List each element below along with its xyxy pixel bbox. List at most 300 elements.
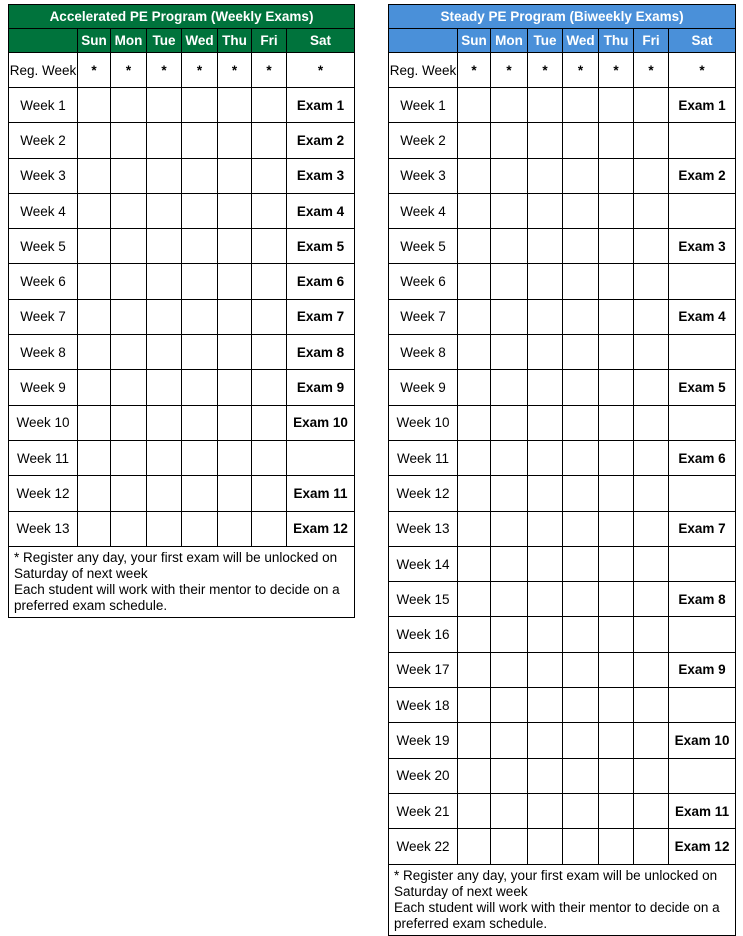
empty-day-cell	[111, 193, 147, 228]
empty-day-cell	[599, 476, 634, 511]
empty-day-cell	[458, 264, 491, 299]
exam-cell: Exam 3	[669, 229, 736, 264]
exam-cell	[669, 617, 736, 652]
empty-day-cell	[599, 758, 634, 793]
empty-day-cell	[111, 158, 147, 193]
empty-day-cell	[563, 299, 599, 334]
empty-day-cell	[111, 370, 147, 405]
exam-cell: Exam 9	[669, 652, 736, 687]
empty-day-cell	[528, 617, 563, 652]
empty-day-cell	[599, 123, 634, 158]
table-row	[389, 123, 736, 158]
empty-day-cell	[634, 476, 669, 511]
registration-mark: *	[287, 53, 355, 88]
exam-cell: Exam 5	[669, 370, 736, 405]
empty-day-cell	[634, 688, 669, 723]
empty-day-cell	[599, 229, 634, 264]
empty-day-cell	[563, 582, 599, 617]
table-row	[9, 476, 355, 511]
empty-day-cell	[78, 440, 111, 475]
day-header-thu: Thu	[599, 29, 634, 53]
empty-day-cell	[78, 299, 111, 334]
day-header-sat: Sat	[287, 29, 355, 53]
empty-day-cell	[599, 793, 634, 828]
empty-day-cell	[458, 793, 491, 828]
registration-mark: *	[147, 53, 182, 88]
empty-day-cell	[218, 476, 252, 511]
empty-day-cell	[182, 123, 218, 158]
empty-day-cell	[218, 193, 252, 228]
empty-day-cell	[147, 123, 182, 158]
day-header-tue: Tue	[147, 29, 182, 53]
exam-cell: Exam 2	[669, 158, 736, 193]
empty-day-cell	[111, 264, 147, 299]
empty-day-cell	[563, 688, 599, 723]
note-row	[389, 864, 736, 935]
empty-day-cell	[491, 440, 528, 475]
exam-cell	[669, 123, 736, 158]
week-label: Week 8	[389, 335, 458, 370]
title-row	[9, 5, 355, 29]
empty-day-cell	[563, 546, 599, 581]
week-label: Week 14	[389, 546, 458, 581]
week-label: Week 21	[389, 793, 458, 828]
empty-day-cell	[252, 158, 287, 193]
table-row	[9, 405, 355, 440]
table-row	[389, 829, 736, 864]
registration-mark: *	[78, 53, 111, 88]
week-label: Week 5	[9, 229, 78, 264]
empty-day-cell	[147, 229, 182, 264]
note-row	[9, 546, 355, 617]
empty-day-cell	[634, 652, 669, 687]
exam-cell: Exam 12	[669, 829, 736, 864]
corner-cell	[389, 29, 458, 53]
week-label: Week 12	[9, 476, 78, 511]
empty-day-cell	[599, 688, 634, 723]
empty-day-cell	[528, 264, 563, 299]
empty-day-cell	[182, 440, 218, 475]
empty-day-cell	[218, 299, 252, 334]
empty-day-cell	[528, 546, 563, 581]
empty-day-cell	[78, 511, 111, 546]
week-label: Week 9	[389, 370, 458, 405]
empty-day-cell	[634, 793, 669, 828]
empty-day-cell	[458, 688, 491, 723]
empty-day-cell	[458, 476, 491, 511]
table-row	[389, 582, 736, 617]
empty-day-cell	[111, 335, 147, 370]
empty-day-cell	[491, 758, 528, 793]
empty-day-cell	[491, 123, 528, 158]
week-label: Week 4	[9, 193, 78, 228]
week-label: Week 16	[389, 617, 458, 652]
empty-day-cell	[563, 511, 599, 546]
empty-day-cell	[599, 829, 634, 864]
exam-cell: Exam 4	[287, 193, 355, 228]
empty-day-cell	[599, 405, 634, 440]
empty-day-cell	[458, 511, 491, 546]
empty-day-cell	[252, 229, 287, 264]
day-header-tue: Tue	[528, 29, 563, 53]
empty-day-cell	[78, 158, 111, 193]
table-row	[9, 123, 355, 158]
empty-day-cell	[599, 546, 634, 581]
empty-day-cell	[634, 229, 669, 264]
empty-day-cell	[634, 582, 669, 617]
exam-cell	[669, 476, 736, 511]
empty-day-cell	[599, 511, 634, 546]
week-label: Week 20	[389, 758, 458, 793]
empty-day-cell	[491, 335, 528, 370]
title-row	[389, 5, 736, 29]
empty-day-cell	[528, 229, 563, 264]
table-row	[9, 229, 355, 264]
empty-day-cell	[563, 158, 599, 193]
accelerated-table-body	[9, 5, 355, 618]
empty-day-cell	[147, 299, 182, 334]
empty-day-cell	[458, 758, 491, 793]
empty-day-cell	[634, 758, 669, 793]
registration-mark: *	[669, 53, 736, 88]
empty-day-cell	[634, 440, 669, 475]
registration-mark: *	[491, 53, 528, 88]
empty-day-cell	[458, 88, 491, 123]
empty-day-cell	[147, 88, 182, 123]
week-label: Week 22	[389, 829, 458, 864]
empty-day-cell	[563, 476, 599, 511]
empty-day-cell	[563, 229, 599, 264]
week-label: Week 5	[389, 229, 458, 264]
empty-day-cell	[528, 476, 563, 511]
exam-cell: Exam 2	[287, 123, 355, 158]
empty-day-cell	[458, 405, 491, 440]
empty-day-cell	[528, 405, 563, 440]
empty-day-cell	[599, 370, 634, 405]
empty-day-cell	[458, 193, 491, 228]
empty-day-cell	[491, 723, 528, 758]
week-label: Week 1	[9, 88, 78, 123]
empty-day-cell	[182, 158, 218, 193]
empty-day-cell	[458, 617, 491, 652]
empty-day-cell	[111, 405, 147, 440]
empty-day-cell	[599, 335, 634, 370]
table-row	[9, 440, 355, 475]
empty-day-cell	[458, 299, 491, 334]
empty-day-cell	[634, 370, 669, 405]
empty-day-cell	[78, 88, 111, 123]
empty-day-cell	[111, 88, 147, 123]
table-row	[389, 617, 736, 652]
week-label: Week 11	[389, 440, 458, 475]
week-label: Week 2	[389, 123, 458, 158]
empty-day-cell	[599, 158, 634, 193]
registration-row	[9, 53, 355, 88]
empty-day-cell	[528, 440, 563, 475]
table-row	[9, 370, 355, 405]
empty-day-cell	[634, 723, 669, 758]
exam-cell	[287, 440, 355, 475]
week-label: Week 12	[389, 476, 458, 511]
empty-day-cell	[599, 88, 634, 123]
empty-day-cell	[528, 723, 563, 758]
exam-cell: Exam 5	[287, 229, 355, 264]
empty-day-cell	[599, 723, 634, 758]
footnote-line-2: Each student will work with their mentor to decide on a preferred exam schedule.	[14, 581, 340, 613]
exam-cell	[669, 405, 736, 440]
table-row	[389, 370, 736, 405]
table-row	[389, 158, 736, 193]
empty-day-cell	[563, 758, 599, 793]
empty-day-cell	[491, 688, 528, 723]
week-label: Week 1	[389, 88, 458, 123]
empty-day-cell	[563, 723, 599, 758]
table-row	[389, 546, 736, 581]
empty-day-cell	[147, 193, 182, 228]
week-label: Week 11	[9, 440, 78, 475]
empty-day-cell	[491, 299, 528, 334]
registration-mark: *	[458, 53, 491, 88]
empty-day-cell	[491, 264, 528, 299]
empty-day-cell	[491, 546, 528, 581]
table-row	[389, 440, 736, 475]
steady-program-table	[388, 4, 736, 936]
week-label: Week 10	[389, 405, 458, 440]
week-label: Week 3	[389, 158, 458, 193]
empty-day-cell	[528, 335, 563, 370]
exam-cell: Exam 3	[287, 158, 355, 193]
table-row	[389, 335, 736, 370]
empty-day-cell	[78, 229, 111, 264]
exam-cell	[669, 688, 736, 723]
empty-day-cell	[563, 264, 599, 299]
table-row	[9, 158, 355, 193]
empty-day-cell	[182, 193, 218, 228]
empty-day-cell	[218, 511, 252, 546]
empty-day-cell	[147, 264, 182, 299]
empty-day-cell	[252, 511, 287, 546]
registration-mark: *	[634, 53, 669, 88]
week-label: Week 9	[9, 370, 78, 405]
table-row	[389, 264, 736, 299]
table-row	[9, 193, 355, 228]
empty-day-cell	[491, 617, 528, 652]
registration-row	[389, 53, 736, 88]
table-row	[389, 688, 736, 723]
empty-day-cell	[458, 229, 491, 264]
empty-day-cell	[78, 370, 111, 405]
steady-table-body	[389, 5, 736, 936]
empty-day-cell	[528, 158, 563, 193]
empty-day-cell	[634, 123, 669, 158]
empty-day-cell	[491, 511, 528, 546]
registration-week-label: Reg. Week	[9, 53, 78, 88]
empty-day-cell	[182, 370, 218, 405]
empty-day-cell	[252, 335, 287, 370]
day-header-sun: Sun	[458, 29, 491, 53]
exam-cell: Exam 11	[287, 476, 355, 511]
exam-cell	[669, 758, 736, 793]
exam-cell: Exam 6	[669, 440, 736, 475]
day-header-wed: Wed	[182, 29, 218, 53]
week-label: Week 6	[9, 264, 78, 299]
empty-day-cell	[563, 405, 599, 440]
exam-cell: Exam 11	[669, 793, 736, 828]
empty-day-cell	[491, 193, 528, 228]
exam-cell: Exam 1	[287, 88, 355, 123]
empty-day-cell	[147, 370, 182, 405]
exam-cell	[669, 193, 736, 228]
empty-day-cell	[528, 582, 563, 617]
week-label: Week 8	[9, 335, 78, 370]
empty-day-cell	[218, 123, 252, 158]
empty-day-cell	[528, 758, 563, 793]
exam-cell: Exam 12	[287, 511, 355, 546]
empty-day-cell	[111, 299, 147, 334]
table-row	[389, 405, 736, 440]
empty-day-cell	[563, 335, 599, 370]
exam-cell: Exam 8	[287, 335, 355, 370]
empty-day-cell	[218, 370, 252, 405]
empty-day-cell	[491, 829, 528, 864]
day-header-fri: Fri	[634, 29, 669, 53]
table-title: Accelerated PE Program (Weekly Exams)	[9, 5, 355, 29]
registration-mark: *	[218, 53, 252, 88]
day-header-row	[389, 29, 736, 53]
empty-day-cell	[563, 652, 599, 687]
exam-cell: Exam 9	[287, 370, 355, 405]
registration-mark: *	[111, 53, 147, 88]
day-header-sun: Sun	[78, 29, 111, 53]
table-row	[389, 758, 736, 793]
empty-day-cell	[563, 793, 599, 828]
empty-day-cell	[218, 264, 252, 299]
empty-day-cell	[599, 440, 634, 475]
week-label: Week 2	[9, 123, 78, 158]
empty-day-cell	[147, 405, 182, 440]
table-row	[9, 264, 355, 299]
exam-cell: Exam 10	[669, 723, 736, 758]
empty-day-cell	[491, 158, 528, 193]
table-row	[389, 511, 736, 546]
empty-day-cell	[634, 617, 669, 652]
empty-day-cell	[634, 193, 669, 228]
empty-day-cell	[458, 440, 491, 475]
exam-cell: Exam 4	[669, 299, 736, 334]
empty-day-cell	[528, 688, 563, 723]
week-label: Week 19	[389, 723, 458, 758]
empty-day-cell	[458, 829, 491, 864]
accelerated-program-table	[8, 4, 355, 618]
empty-day-cell	[182, 299, 218, 334]
footnote	[389, 864, 736, 935]
empty-day-cell	[528, 793, 563, 828]
table-row	[389, 476, 736, 511]
empty-day-cell	[458, 723, 491, 758]
empty-day-cell	[491, 229, 528, 264]
empty-day-cell	[78, 476, 111, 511]
empty-day-cell	[563, 123, 599, 158]
table-row	[9, 511, 355, 546]
week-label: Week 7	[389, 299, 458, 334]
empty-day-cell	[252, 264, 287, 299]
week-label: Week 18	[389, 688, 458, 723]
empty-day-cell	[182, 405, 218, 440]
empty-day-cell	[634, 264, 669, 299]
exam-cell: Exam 7	[669, 511, 736, 546]
empty-day-cell	[147, 511, 182, 546]
empty-day-cell	[599, 299, 634, 334]
day-header-wed: Wed	[563, 29, 599, 53]
empty-day-cell	[528, 299, 563, 334]
empty-day-cell	[252, 440, 287, 475]
empty-day-cell	[599, 652, 634, 687]
exam-cell: Exam 7	[287, 299, 355, 334]
day-header-sat: Sat	[669, 29, 736, 53]
day-header-thu: Thu	[218, 29, 252, 53]
empty-day-cell	[252, 88, 287, 123]
week-label: Week 13	[389, 511, 458, 546]
empty-day-cell	[218, 88, 252, 123]
empty-day-cell	[111, 440, 147, 475]
empty-day-cell	[528, 123, 563, 158]
empty-day-cell	[111, 476, 147, 511]
empty-day-cell	[528, 652, 563, 687]
registration-mark: *	[182, 53, 218, 88]
week-label: Week 7	[9, 299, 78, 334]
empty-day-cell	[563, 829, 599, 864]
exam-cell: Exam 10	[287, 405, 355, 440]
empty-day-cell	[634, 546, 669, 581]
empty-day-cell	[528, 829, 563, 864]
empty-day-cell	[599, 193, 634, 228]
empty-day-cell	[182, 511, 218, 546]
empty-day-cell	[491, 582, 528, 617]
empty-day-cell	[182, 335, 218, 370]
exam-cell: Exam 8	[669, 582, 736, 617]
empty-day-cell	[218, 405, 252, 440]
day-header-mon: Mon	[111, 29, 147, 53]
week-label: Week 10	[9, 405, 78, 440]
empty-day-cell	[252, 476, 287, 511]
registration-week-label: Reg. Week	[389, 53, 458, 88]
registration-mark: *	[563, 53, 599, 88]
empty-day-cell	[182, 229, 218, 264]
empty-day-cell	[218, 158, 252, 193]
empty-day-cell	[634, 829, 669, 864]
empty-day-cell	[634, 335, 669, 370]
empty-day-cell	[78, 264, 111, 299]
empty-day-cell	[563, 193, 599, 228]
day-header-mon: Mon	[491, 29, 528, 53]
empty-day-cell	[634, 88, 669, 123]
empty-day-cell	[528, 511, 563, 546]
empty-day-cell	[528, 193, 563, 228]
week-label: Week 15	[389, 582, 458, 617]
empty-day-cell	[182, 476, 218, 511]
empty-day-cell	[528, 370, 563, 405]
week-label: Week 3	[9, 158, 78, 193]
empty-day-cell	[528, 88, 563, 123]
table-row	[389, 229, 736, 264]
exam-cell	[669, 264, 736, 299]
empty-day-cell	[182, 264, 218, 299]
week-label: Week 17	[389, 652, 458, 687]
registration-mark: *	[528, 53, 563, 88]
empty-day-cell	[78, 123, 111, 158]
empty-day-cell	[599, 617, 634, 652]
exam-cell: Exam 1	[669, 88, 736, 123]
